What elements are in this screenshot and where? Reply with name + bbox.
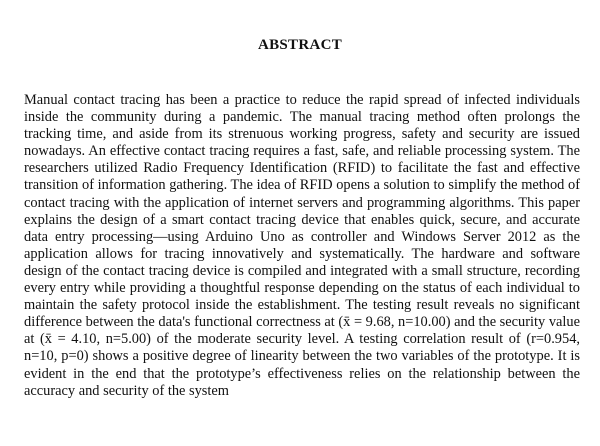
abstract-heading: ABSTRACT <box>257 37 343 53</box>
abstract-body-text: Manual contact tracing has been a practice to reduce the rapid spread of infected individuals inside the community during a pandemic. The manual tracing method often prolongs the tracking time, and aside from its strenuous working progress, safety and security are issued nowadays. An effective contact tracing requires a fast, safe, and reliable processing system. The researchers utilized Radio Frequency Identification (RFID) to facilitate the fast and effective transition of information gathering. The idea of RFID opens a solution to simplify the method of contact tracing with the application of internet servers and programming algorithms. This paper explains the design of a smart contact tracing device that enables quick, secure, and accurate data entry processing—using Arduino Uno as controller and Windows Server 2012 as the application allows for tracing innovatively and systematically. The hardware and software design of the contact tracing device is compiled and integrated with a small structure, recording every entry while providing a thoughtful response depending on the status of each individual to maintain the safety protocol inside the establishment. The testing result reveals no significant difference between the data's functional correctness at (x̄ = 9.68, n=10.00) and the security value at (x̄ = 4.10, n=5.00) of the moderate security level. A testing correlation result of (r=0.954, n=10, p=0) shows a positive degree of linearity between the two variables of the prototype. It is evident in the end that the prototype’s effectiveness relies on the relationship between the accuracy and security of the system <box>24 92 580 399</box>
